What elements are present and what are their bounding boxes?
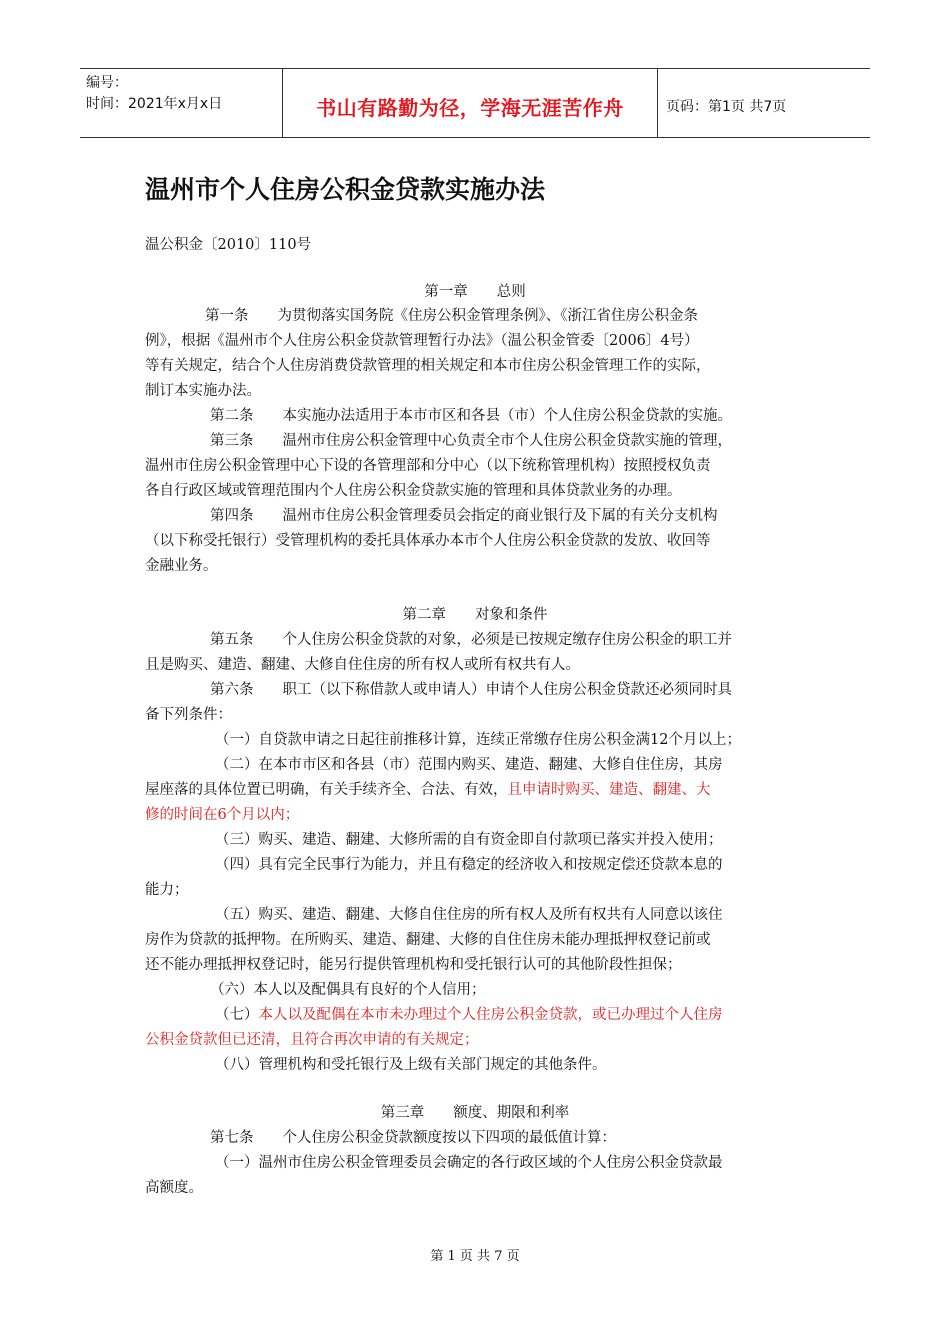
text-line: 第六条 职工（以下称借款人或申请人）申请个人住房公积金贷款还必须同时具 [210,682,732,698]
text-line: 制订本实施办法。 [145,383,261,399]
text-line: 房作为贷款的抵押物。在所购买、建造、翻建、大修的自住住房未能办理抵押权登记前或 [145,932,711,948]
text-line: （八）管理机构和受托银行及上级有关部门规定的其他条件。 [215,1057,607,1073]
time-label: 时间：2021年x月x日 [86,96,223,112]
text-line: （一）温州市住房公积金管理委员会确定的各行政区域的个人住房公积金贷款最 [215,1155,723,1171]
header-table [80,68,870,138]
text-line: 备下列条件： [145,707,232,723]
document-title: 温州市个人住房公积金贷款实施办法 [145,175,546,204]
motto: 书山有路勤为径，学海无涯苦作舟 [282,69,658,137]
text-line: （六）本人以及配偶具有良好的个人信用； [210,982,486,998]
page-info: 页码：第1页 共7页 [666,99,787,115]
text-line [145,1030,479,1050]
text-line: 第三条 温州市住房公积金管理中心负责全市个人住房公积金贷款实施的管理， [210,433,732,449]
chapter-heading: 第二章 对象和条件 [402,607,548,623]
text-line: 金融业务。 [145,558,218,574]
text-line: （二）在本市市区和各县（市）范围内购买、建造、翻建、大修自住住房，其房 [215,757,723,773]
text-line: 屋座落的具体位置已明确，有关手续齐全、合法、有效，且申请时购买、建造、翻建、大 [145,782,711,798]
text-line: 还不能办理抵押权登记时，能另行提供管理机构和受托银行认可的其他阶段性担保； [145,957,682,973]
text-line: 温州市住房公积金管理中心下设的各管理部和分中心（以下统称管理机构）按照授权负责 [145,458,711,474]
text-line: 高额度。 [145,1180,203,1196]
text-line: （七）本人以及配偶在本市未办理过个人住房公积金贷款，或已办理过个人住房 [215,1007,723,1023]
text-line: （四）具有完全民事行为能力，并且有稳定的经济收入和按规定偿还贷款本息的 [215,857,723,873]
text-line: 第七条 个人住房公积金贷款额度按以下四项的最低值计算： [210,1130,616,1146]
text-line: 第二条 本实施办法适用于本市市区和各县（市）个人住房公积金贷款的实施。 [210,408,732,424]
highlighted-text: 公积金贷款但已还清，且符合再次申请的有关规定； [145,1032,479,1048]
text-line: 且是购买、建造、翻建、大修自住住房的所有权人或所有权共有人。 [145,657,580,673]
chapter-heading: 第一章 总则 [424,284,526,300]
text-line: 等有关规定，结合个人住房消费贷款管理的相关规定和本市住房公积金管理工作的实际， [145,358,711,374]
text-line: 能力； [145,882,189,898]
text-line: （以下称受托银行）受管理机构的委托具体承办本市个人住房公积金贷款的发放、收回等 [145,533,711,549]
text-line: 例》，根据《温州市个人住房公积金贷款管理暂行办法》（温公积金管委〔2006〕4号） [145,333,699,349]
page-footer: 第 1 页 共 7 页 [430,1249,520,1264]
highlighted-text: 且申请时购买、建造、翻建、大 [507,782,711,798]
header-meta [80,69,282,137]
highlighted-text: 本人以及配偶在本市未办理过个人住房公积金贷款，或已办理过个人住房 [258,1007,723,1023]
chapter-heading: 第三章 额度、期限和利率 [380,1105,570,1121]
text-line: 第四条 温州市住房公积金管理委员会指定的商业银行及下属的有关分支机构 [210,508,718,524]
highlighted-text: 修的时间在6个月以内； [145,807,300,823]
text-line: （五）购买、建造、翻建、大修自住住房的所有权人及所有权共有人同意以该住 [215,907,723,923]
text-line: 各自行政区域或管理范围内个人住房公积金贷款实施的管理和具体贷款业务的办理。 [145,483,682,499]
text-line [145,805,299,825]
text-line: （一）自贷款申请之日起往前推移计算，连续正常缴存住房公积金满12个月以上； [215,732,741,748]
document-number: 温公积金〔2010〕110号 [145,237,312,253]
text-line: （三）购买、建造、翻建、大修所需的自有资金即自付款项已落实并投入使用； [215,832,723,848]
number-label: 编号： [86,75,128,91]
text-line: 第一条 为贯彻落实国务院《住房公积金管理条例》、《浙江省住房公积金条 [205,308,698,324]
text-line: 第五条 个人住房公积金贷款的对象，必须是已按规定缴存住房公积金的职工并 [210,632,732,648]
